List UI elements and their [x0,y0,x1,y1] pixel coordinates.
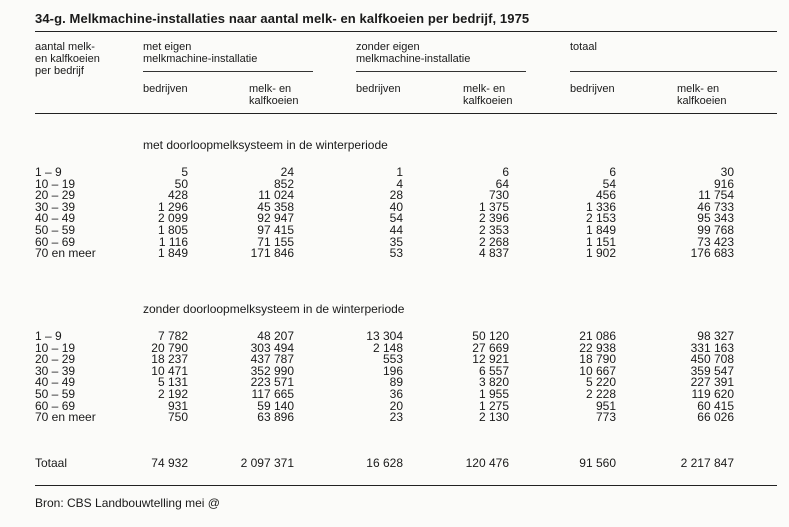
header-koeien-1: melk- en kalfkoeien [249,83,299,107]
table-cell: 171 846 [250,246,294,261]
table-cell: 303 494 [250,340,294,355]
table-row [0,457,789,469]
table-cell: 66 026 [697,410,734,425]
table-cell: 5 220 [585,375,616,390]
row-label: 20 – 29 [35,352,76,367]
table-cell: 4 [396,176,403,191]
header-group-zonder-eigen: zonder eigen melkmachine-installatie [356,41,471,65]
table-cell: 1 805 [157,223,188,237]
table-cell: 48 207 [257,329,294,343]
header-row-label: aantal melk- en kalfkoeien per bedrijf [35,41,100,77]
table-cell: 13 304 [366,329,403,343]
row-label: Totaal [35,456,68,470]
table-cell: 22 938 [579,340,616,355]
row-label: 10 – 19 [35,176,76,191]
table-cell: 437 787 [250,352,294,367]
header-koeien-3: melk- en kalfkoeien [677,83,727,107]
table-cell: 44 [389,223,403,237]
table-cell: 11 024 [258,188,294,203]
table-cell: 1 849 [585,223,616,237]
table-cell: 2 153 [585,211,616,226]
table-cell: 456 [595,188,616,203]
table-cell: 1 296 [157,199,188,214]
row-label: 50 – 59 [35,387,76,401]
table-cell: 20 [389,398,403,413]
table-cell: 1 275 [478,398,509,413]
row-label: 60 – 69 [35,234,76,249]
table-cell: 2 099 [157,211,188,226]
table-cell: 91 560 [579,456,616,470]
table-cell: 6 557 [478,363,509,378]
table-cell: 331 163 [690,340,734,355]
table-cell: 10 471 [151,363,188,378]
row-label: 1 – 9 [35,329,62,343]
table-cell: 10 667 [579,363,616,378]
table-cell: 1 849 [157,246,188,261]
table-cell: 730 [488,188,509,203]
table-cell: 74 932 [151,456,188,470]
table-cell: 36 [389,387,403,401]
table-cell: 50 120 [472,329,509,343]
table-cell: 1 116 [158,234,188,249]
header-subrule-3 [570,71,777,72]
table-cell: 428 [167,188,188,203]
table-cell: 18 237 [151,352,188,367]
top-rule [35,31,777,32]
header-subrule-2 [356,71,526,72]
table-cell: 73 423 [697,234,734,249]
table-cell: 176 683 [690,246,734,261]
table-cell: 54 [602,176,616,191]
row-label: 70 en meer [35,246,96,261]
table-cell: 46 733 [697,199,734,214]
table-cell: 2 148 [372,340,403,355]
table-cell: 12 921 [472,352,509,367]
row-label: 60 – 69 [35,398,76,413]
header-bottom-rule [35,113,777,114]
table-cell: 120 476 [465,456,509,470]
table-cell: 359 547 [690,363,734,378]
table-cell: 4 837 [478,246,509,261]
table-cell: 28 [389,188,403,203]
table-cell: 1 [396,165,403,179]
table-row [0,247,789,259]
table-cell: 1 336 [585,199,616,214]
row-label: 50 – 59 [35,223,76,237]
row-label: 40 – 49 [35,211,76,226]
table-cell: 21 086 [579,329,616,343]
table-cell: 3 820 [478,375,509,390]
row-label: 30 – 39 [35,363,76,378]
header-group-met-eigen: met eigen melkmachine-installatie [143,41,258,65]
table-cell: 916 [713,176,734,191]
table-cell: 553 [382,352,403,367]
table-cell: 117 665 [251,387,294,401]
row-label: 30 – 39 [35,199,76,214]
table-cell: 23 [389,410,403,425]
table-cell: 227 391 [690,375,734,390]
table-cell: 6 [609,165,616,179]
table-cell: 1 151 [585,234,616,249]
table-cell: 5 [181,165,188,179]
table-row [0,166,789,178]
table-cell: 92 947 [257,211,294,226]
source-note: Bron: CBS Landbouwtelling mei @ [35,496,220,510]
header-group-totaal: totaal [570,41,597,53]
row-label: 20 – 29 [35,188,76,203]
table-cell: 2 097 371 [240,456,294,470]
table-cell: 1 375 [478,199,509,214]
table-cell: 16 628 [366,456,403,470]
section-title-met-doorloop: met doorloopmelksysteem in de winterperiode [143,138,388,152]
header-bedrijven-2: bedrijven [356,83,401,95]
table-cell: 18 790 [579,352,616,367]
table-cell: 2 130 [478,410,509,425]
table-cell: 95 343 [697,211,734,226]
table-cell: 60 415 [697,398,734,413]
table-cell: 2 353 [478,223,509,237]
table-cell: 119 620 [691,387,734,401]
table-cell: 24 [280,165,294,179]
header-koeien-2: melk- en kalfkoeien [463,83,513,107]
table-cell: 20 790 [151,340,188,355]
table-cell: 5 131 [157,375,188,390]
table-cell: 27 669 [472,340,509,355]
table-cell: 2 268 [478,234,509,249]
table-cell: 773 [595,410,616,425]
table-cell: 951 [595,398,616,413]
header-subrule-1 [143,71,313,72]
table-cell: 750 [167,410,188,425]
row-label: 40 – 49 [35,375,76,390]
table-cell: 45 358 [257,199,294,214]
table-cell: 2 192 [157,387,188,401]
table-cell: 223 571 [250,375,294,390]
table-cell: 71 155 [257,234,294,249]
table-cell: 6 [502,165,509,179]
row-label: 70 en meer [35,410,96,425]
table-row [0,411,789,423]
table-cell: 98 327 [697,329,734,343]
table-cell: 40 [389,199,403,214]
table-cell: 196 [382,363,403,378]
table-cell: 97 415 [257,223,294,237]
table-cell: 63 896 [257,410,294,425]
table-cell: 1 955 [478,387,509,401]
table-cell: 99 768 [697,223,734,237]
table-cell: 59 140 [257,398,294,413]
page-title: 34-g. Melkmachine-installaties naar aantal melk- en kalfkoeien per bedrijf, 1975 [35,11,530,26]
table-cell: 35 [389,234,403,249]
table-cell: 11 754 [698,188,734,203]
table-cell: 2 228 [585,387,616,401]
row-label: 10 – 19 [35,340,76,355]
table-cell: 2 396 [478,211,509,226]
table-cell: 2 217 847 [680,456,734,470]
header-bedrijven-3: bedrijven [570,83,615,95]
row-label: 1 – 9 [35,165,62,179]
table-cell: 64 [495,176,509,191]
table-cell: 54 [389,211,403,226]
table-cell: 7 782 [157,329,188,343]
table-cell: 1 902 [585,246,616,261]
table-cell: 450 708 [690,352,734,367]
section-title-zonder-doorloop: zonder doorloopmelksysteem in de winterperiode [143,302,405,316]
header-bedrijven-1: bedrijven [143,83,188,95]
table-cell: 852 [273,176,294,191]
table-cell: 50 [174,176,188,191]
bottom-rule [35,485,777,486]
table-cell: 352 990 [250,363,294,378]
table-cell: 89 [389,375,403,390]
table-cell: 931 [167,398,188,413]
table-cell: 30 [720,165,734,179]
table-cell: 53 [389,246,403,261]
